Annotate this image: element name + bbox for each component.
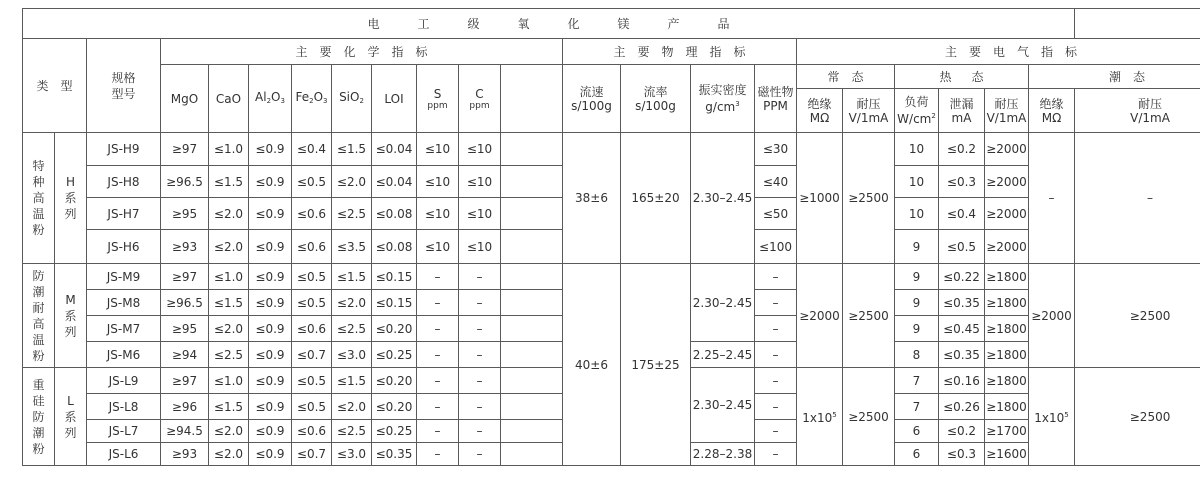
hot-leakage-cell: ≤0.4 [939, 198, 985, 230]
hot-load-cell: 10 [895, 133, 939, 166]
s-cell: ≤10 [417, 133, 459, 166]
hot-voltage-cell: ≥2000 [985, 198, 1029, 230]
al-cell: ≤0.9 [249, 316, 292, 342]
al-cell: ≤0.9 [249, 394, 292, 420]
mgo-cell: ≥96 [161, 394, 209, 420]
mgo-cell: ≥95 [161, 316, 209, 342]
model-cell: JS-H7 [87, 198, 161, 230]
model-header: 规格型号 [87, 39, 161, 133]
table-row [23, 264, 1200, 290]
fe-cell: ≤0.5 [292, 166, 332, 198]
loi-cell: ≤0.04 [372, 166, 417, 198]
spec-table [22, 8, 1200, 466]
al-cell: ≤0.9 [249, 342, 292, 368]
blank-cell [501, 264, 563, 290]
si-cell: ≤3.5 [332, 230, 372, 264]
l-insulation-cell: $1x10^5$ [797, 368, 843, 466]
hot-voltage-cell: ≥1800 [985, 394, 1029, 420]
c-cell: – [459, 368, 501, 394]
mgo-cell: ≥93 [161, 443, 209, 466]
s-cell: ≤10 [417, 230, 459, 264]
product-spec-sheet [22, 8, 1186, 466]
fe-cell: ≤0.5 [292, 290, 332, 316]
blank-cell [501, 443, 563, 466]
c-cell: – [459, 394, 501, 420]
blank-cell [501, 394, 563, 420]
al-cell: ≤0.9 [249, 443, 292, 466]
c-cell: ≤10 [459, 198, 501, 230]
cao-cell: ≤1.0 [209, 133, 249, 166]
blank-cell [501, 290, 563, 316]
magnetic-header: 磁性物 PPM [755, 65, 797, 133]
hot-leakage-cell: ≤0.3 [939, 443, 985, 466]
cao-cell: ≤2.0 [209, 230, 249, 264]
normal-insulation-header: 绝缘 MΩ [797, 89, 843, 133]
c-cell: – [459, 316, 501, 342]
mgo-cell: ≥97 [161, 133, 209, 166]
hot-load-cell: 9 [895, 264, 939, 290]
cao-cell: ≤2.0 [209, 443, 249, 466]
hot-state-header: 热态 [895, 65, 1029, 89]
hot-load-cell: 6 [895, 420, 939, 443]
cao-cell: ≤2.5 [209, 342, 249, 368]
hot-voltage-cell: ≥1600 [985, 443, 1029, 466]
magnetic-cell: – [755, 368, 797, 394]
magnetic-cell: – [755, 290, 797, 316]
l-humid-insulation-cell: $1x10^5$ [1029, 368, 1075, 466]
al-cell: ≤0.9 [249, 264, 292, 290]
c-cell: ≤10 [459, 230, 501, 264]
spec-table-body [23, 9, 1200, 466]
fe-cell: ≤0.5 [292, 394, 332, 420]
hot-voltage-cell: ≥2000 [985, 166, 1029, 198]
hot-load-cell: 7 [895, 368, 939, 394]
magnetic-cell: ≤40 [755, 166, 797, 198]
hot-voltage-cell: ≥1800 [985, 368, 1029, 394]
hot-leakage-cell: ≤0.35 [939, 290, 985, 316]
model-cell: JS-H9 [87, 133, 161, 166]
c-header: C ppm [459, 65, 501, 133]
hot-voltage-cell: ≥2000 [985, 230, 1029, 264]
m-insulation-cell: ≥2000 [797, 264, 843, 368]
s-cell: – [417, 264, 459, 290]
cao-cell: ≤1.5 [209, 166, 249, 198]
hot-load-cell: 9 [895, 230, 939, 264]
hot-voltage-cell: ≥1800 [985, 342, 1029, 368]
loi-cell: ≤0.08 [372, 198, 417, 230]
loi-cell: ≤0.35 [372, 443, 417, 466]
mgo-cell: ≥97 [161, 264, 209, 290]
c-cell: ≤10 [459, 133, 501, 166]
hot-leakage-cell: ≤0.3 [939, 166, 985, 198]
magnetic-cell: ≤30 [755, 133, 797, 166]
m-density-b-cell: 2.25–2.45 [691, 342, 755, 368]
fe-cell: ≤0.6 [292, 198, 332, 230]
si-cell: ≤3.0 [332, 443, 372, 466]
hot-load-cell: 8 [895, 342, 939, 368]
magnetic-cell: – [755, 443, 797, 466]
mgo-cell: ≥96.5 [161, 166, 209, 198]
si-cell: ≤2.0 [332, 290, 372, 316]
h-humid-voltage-cell: – [1075, 133, 1200, 264]
al-cell: ≤0.9 [249, 198, 292, 230]
m-humid-voltage-cell: ≥2500 [1075, 264, 1200, 368]
al-cell: ≤0.9 [249, 133, 292, 166]
humid-state-header: 潮态 [1029, 65, 1200, 89]
magnetic-cell: – [755, 394, 797, 420]
series-m-name: 防潮耐高温粉 [23, 264, 55, 368]
s-cell: – [417, 342, 459, 368]
magnetic-cell: ≤100 [755, 230, 797, 264]
hot-leakage-cell: ≤0.26 [939, 394, 985, 420]
al-cell: ≤0.9 [249, 368, 292, 394]
fe-cell: ≤0.7 [292, 342, 332, 368]
hot-leakage-cell: ≤0.35 [939, 342, 985, 368]
al-cell: ≤0.9 [249, 166, 292, 198]
al-cell: ≤0.9 [249, 290, 292, 316]
blank-cell [501, 198, 563, 230]
chem-group-header: 主要化学指标 [161, 39, 563, 65]
al-cell: ≤0.9 [249, 420, 292, 443]
s-cell: – [417, 394, 459, 420]
normal-voltage-header: 耐压 V/1mA [843, 89, 895, 133]
loi-cell: ≤0.25 [372, 342, 417, 368]
series-l-name: 重硅防潮粉 [23, 368, 55, 466]
hot-voltage-cell: ≥1800 [985, 290, 1029, 316]
hot-load-header: 负荷 $W/cm^2$ [895, 89, 939, 133]
model-cell: JS-M8 [87, 290, 161, 316]
c-cell: – [459, 290, 501, 316]
magnetic-cell: – [755, 316, 797, 342]
cao-cell: ≤1.0 [209, 264, 249, 290]
hot-load-cell: 10 [895, 198, 939, 230]
model-cell: JS-H6 [87, 230, 161, 264]
s-cell: ≤10 [417, 198, 459, 230]
cao-cell: ≤1.0 [209, 368, 249, 394]
hot-load-cell: 9 [895, 316, 939, 342]
mgo-cell: ≥97 [161, 368, 209, 394]
s-cell: – [417, 290, 459, 316]
magnetic-cell: – [755, 264, 797, 290]
l-density-a-cell: 2.30–2.45 [691, 368, 755, 443]
s-cell: – [417, 420, 459, 443]
loi-cell: ≤0.04 [372, 133, 417, 166]
fe-cell: ≤0.6 [292, 230, 332, 264]
si-cell: ≤2.0 [332, 394, 372, 420]
hot-load-cell: 9 [895, 290, 939, 316]
series-m-code: M系列 [55, 264, 87, 368]
loi-cell: ≤0.15 [372, 290, 417, 316]
si-cell: ≤2.5 [332, 420, 372, 443]
hot-voltage-cell: ≥2000 [985, 133, 1029, 166]
blank-cell [501, 368, 563, 394]
table-title-cell [23, 9, 1075, 39]
blank-cell [501, 342, 563, 368]
blank-cell [501, 316, 563, 342]
hot-leakage-header: 泄漏 mA [939, 89, 985, 133]
al2o3-header: $Al_2O_3$ [249, 65, 292, 133]
si-cell: ≤2.5 [332, 316, 372, 342]
series-h-name: 特种高温粉 [23, 133, 55, 264]
ml-flow-speed-cell: 40±6 [563, 264, 621, 466]
mgo-cell: ≥93 [161, 230, 209, 264]
magnetic-cell: – [755, 420, 797, 443]
table-row [23, 133, 1200, 166]
s-header: S ppm [417, 65, 459, 133]
l-voltage-cell: ≥2500 [843, 368, 895, 466]
l-density-b-cell: 2.28–2.38 [691, 443, 755, 466]
model-cell: JS-M9 [87, 264, 161, 290]
c-cell: – [459, 443, 501, 466]
si-cell: ≤2.5 [332, 198, 372, 230]
tap-density-header: 振实密度 $g/cm^3$ [691, 65, 755, 133]
loi-cell: ≤0.20 [372, 368, 417, 394]
fe-cell: ≤0.4 [292, 133, 332, 166]
hot-load-cell: 6 [895, 443, 939, 466]
si-cell: ≤1.5 [332, 264, 372, 290]
m-voltage-cell: ≥2500 [843, 264, 895, 368]
s-cell: – [417, 443, 459, 466]
mgo-cell: ≥94 [161, 342, 209, 368]
cao-cell: ≤1.5 [209, 394, 249, 420]
hot-voltage-cell: ≥1800 [985, 264, 1029, 290]
humid-insulation-header: 绝缘 MΩ [1029, 89, 1075, 133]
mgo-cell: ≥96.5 [161, 290, 209, 316]
magnetic-cell: ≤50 [755, 198, 797, 230]
normal-state-header: 常态 [797, 65, 895, 89]
fe-cell: ≤0.5 [292, 264, 332, 290]
model-cell: JS-H8 [87, 166, 161, 198]
cao-cell: ≤2.0 [209, 198, 249, 230]
l-humid-voltage-cell: ≥2500 [1075, 368, 1200, 466]
phys-group-header: 主要物理指标 [563, 39, 797, 65]
mgo-cell: ≥95 [161, 198, 209, 230]
blank-cell [501, 166, 563, 198]
h-voltage-cell: ≥2500 [843, 133, 895, 264]
magnetic-cell: – [755, 342, 797, 368]
si-cell: ≤2.0 [332, 166, 372, 198]
loi-cell: ≤0.20 [372, 394, 417, 420]
c-cell: – [459, 342, 501, 368]
si-cell: ≤1.5 [332, 133, 372, 166]
blank-cell [501, 230, 563, 264]
s-cell: – [417, 368, 459, 394]
hot-voltage-cell: ≥1800 [985, 316, 1029, 342]
blank-header [501, 65, 563, 133]
loi-cell: ≤0.15 [372, 264, 417, 290]
hot-leakage-cell: ≤0.16 [939, 368, 985, 394]
hot-leakage-cell: ≤0.45 [939, 316, 985, 342]
model-cell: JS-L7 [87, 420, 161, 443]
al-cell: ≤0.9 [249, 230, 292, 264]
type-header: 类型 [23, 39, 87, 133]
hot-leakage-cell: ≤0.22 [939, 264, 985, 290]
series-l-code: L系列 [55, 368, 87, 466]
s-cell: – [417, 316, 459, 342]
hot-leakage-cell: ≤0.2 [939, 420, 985, 443]
loi-cell: ≤0.08 [372, 230, 417, 264]
table-title: 电工级氧化镁产品 [367, 16, 768, 31]
h-flow-speed-cell: 38±6 [563, 133, 621, 264]
h-insulation-cell: ≥1000 [797, 133, 843, 264]
title-blank-cell [1075, 9, 1200, 39]
hot-leakage-cell: ≤0.5 [939, 230, 985, 264]
hot-voltage-header: 耐压 V/1mA [985, 89, 1029, 133]
fe-cell: ≤0.6 [292, 316, 332, 342]
fe-cell: ≤0.5 [292, 368, 332, 394]
flow-rate-header: 流率 s/100g [621, 65, 691, 133]
cao-cell: ≤1.5 [209, 290, 249, 316]
humid-voltage-header: 耐压 V/1mA [1075, 89, 1200, 133]
blank-cell [501, 133, 563, 166]
hot-voltage-cell: ≥1700 [985, 420, 1029, 443]
fe-cell: ≤0.7 [292, 443, 332, 466]
model-cell: JS-L6 [87, 443, 161, 466]
cao-header: CaO [209, 65, 249, 133]
fe-cell: ≤0.6 [292, 420, 332, 443]
h-flow-rate-cell: 165±20 [621, 133, 691, 264]
s-cell: ≤10 [417, 166, 459, 198]
elec-group-header: 主要电气指标 [797, 39, 1200, 65]
hot-load-cell: 10 [895, 166, 939, 198]
mgo-header: MgO [161, 65, 209, 133]
loi-cell: ≤0.25 [372, 420, 417, 443]
hot-leakage-cell: ≤0.2 [939, 133, 985, 166]
series-h-code: H系列 [55, 133, 87, 264]
loi-header: LOI [372, 65, 417, 133]
ml-flow-rate-cell: 175±25 [621, 264, 691, 466]
model-cell: JS-L8 [87, 394, 161, 420]
cao-cell: ≤2.0 [209, 316, 249, 342]
c-cell: – [459, 420, 501, 443]
flow-speed-header: 流速 s/100g [563, 65, 621, 133]
model-cell: JS-M6 [87, 342, 161, 368]
model-cell: JS-L9 [87, 368, 161, 394]
h-density-cell: 2.30–2.45 [691, 133, 755, 264]
m-density-a-cell: 2.30–2.45 [691, 264, 755, 342]
c-cell: ≤10 [459, 166, 501, 198]
model-cell: JS-M7 [87, 316, 161, 342]
fe2o3-header: $Fe_2O_3$ [292, 65, 332, 133]
blank-cell [501, 420, 563, 443]
m-humid-insulation-cell: ≥2000 [1029, 264, 1075, 368]
si-cell: ≤3.0 [332, 342, 372, 368]
hot-load-cell: 7 [895, 394, 939, 420]
cao-cell: ≤2.0 [209, 420, 249, 443]
si-cell: ≤1.5 [332, 368, 372, 394]
mgo-cell: ≥94.5 [161, 420, 209, 443]
loi-cell: ≤0.20 [372, 316, 417, 342]
sio2-header: SiO$_2$ [332, 65, 372, 133]
c-cell: – [459, 264, 501, 290]
h-humid-insulation-cell: – [1029, 133, 1075, 264]
